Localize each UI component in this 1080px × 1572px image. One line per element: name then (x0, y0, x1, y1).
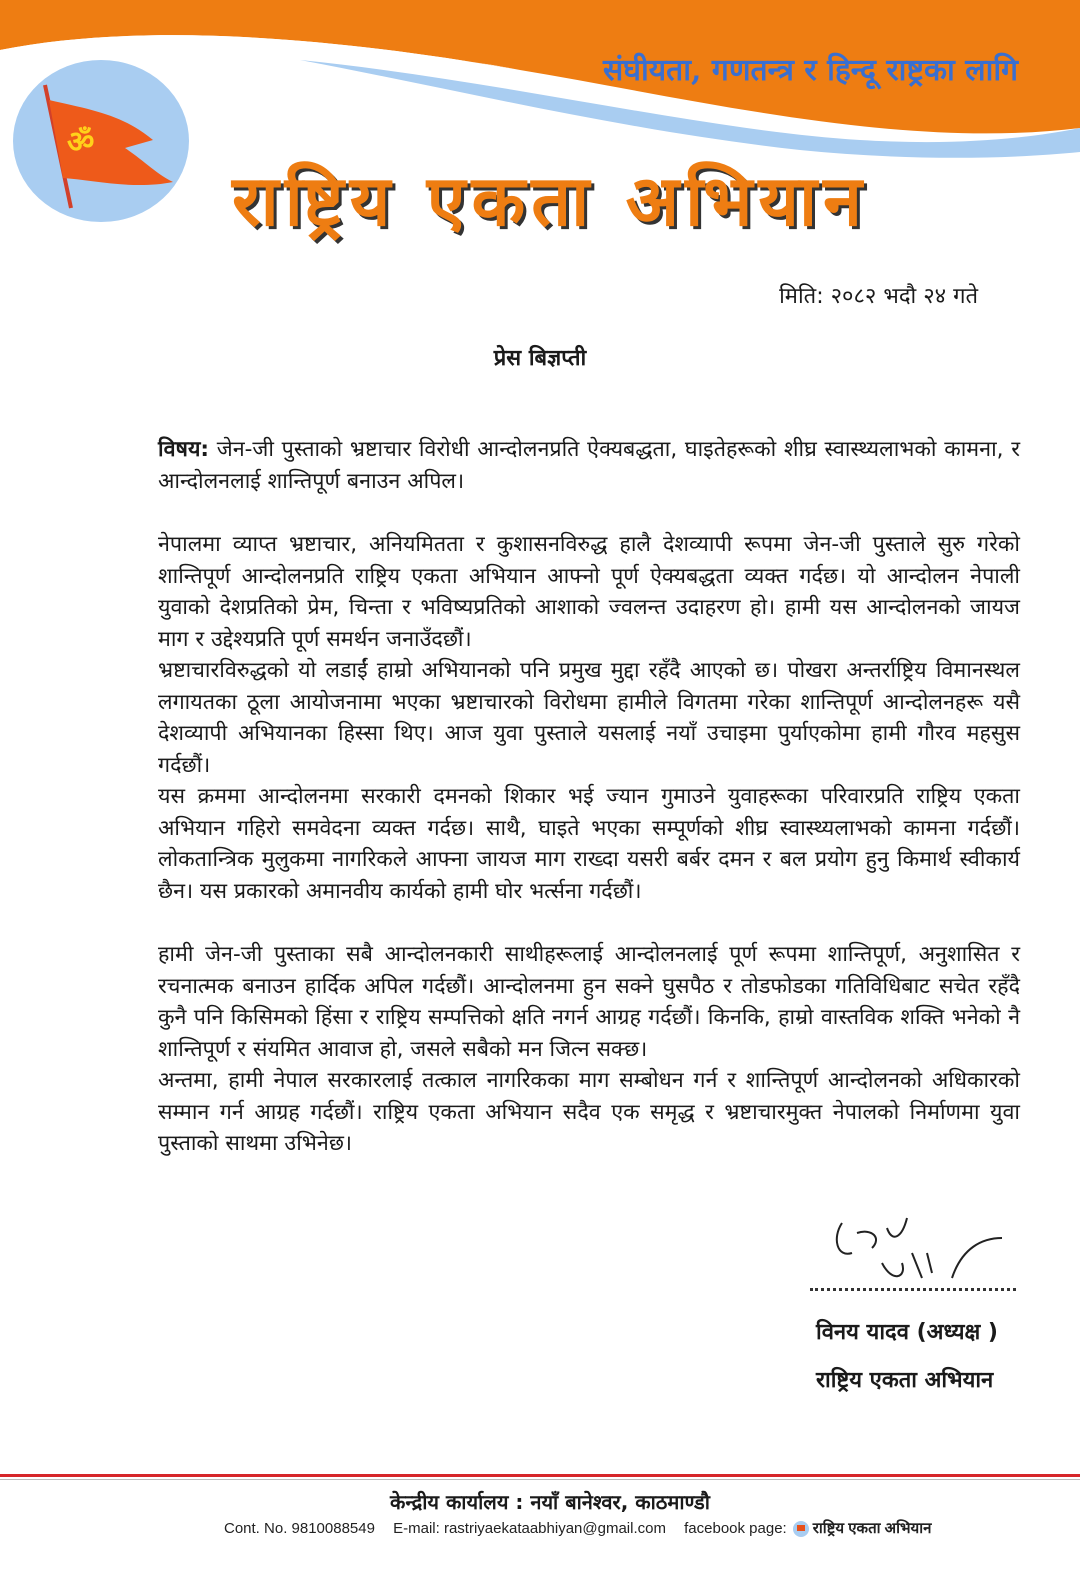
facebook-name: राष्ट्रिय एकता अभियान (812, 1520, 932, 1537)
paragraph: हामी जेन-जी पुस्ताका सबै आन्दोलनकारी साथीहरूलाई आन्दोलनलाई पूर्ण रूपमा शान्तिपूर्ण, अनुशासित र रचनात्मक बनाउन हार्दिक अपिल गर्दछौं। आन्दोलनमा हुन सक्ने घुसपैठ र तोडफोडका गतिविधिबाट सचेत रहँदै कुनै पनि किसिमको हिंसा र राष्ट्रिय सम्पत्तिको क्षति नगर्न आग्रह गर्दछौं। किनकि, हाम्रो वास्तविक शक्ति भनेको नै शान्तिपूर्ण र संयमित आवाज हो, जसले सबैको मन जित्न सक्छ। (158, 942, 1020, 1062)
signatory-name: विनय यादव (अध्यक्ष ) (816, 1320, 998, 1345)
facebook-logo-icon (793, 1521, 809, 1537)
signatory-org: राष्ट्रिय एकता अभियान (816, 1368, 994, 1393)
org-name: राष्ट्रिय एकता अभियान (232, 159, 869, 242)
office-address: केन्द्रीय कार्यालय : नयाँ बानेश्वर, काठमाण्डौ (390, 1490, 710, 1514)
logo (13, 60, 189, 222)
flag-icon (13, 60, 189, 222)
signature-line (810, 1288, 1016, 1291)
letter-body (158, 434, 1020, 1160)
document-title: प्रेस बिज्ञप्ती (493, 346, 587, 371)
phone: Cont. No. 9810088549 (224, 1520, 375, 1537)
tagline: संघीयता, गणतन्त्र र हिन्दू राष्ट्रका लागि (602, 53, 1018, 88)
subject: विषय: जेन-जी पुस्ताको भ्रष्टाचार विरोधी आन्दोलनप्रति ऐक्यबद्धता, घाइतेहरूको शीघ्र स्वास्थ्यलाभको कामना, र आन्दोलनलाई शान्तिपूर्ण बनाउन अपिल। (158, 437, 1020, 494)
paragraph: यस क्रममा आन्दोलनमा सरकारी दमनको शिकार भई ज्यान गुमाउने युवाहरूका परिवारप्रति राष्ट्रिय एकता अभियान गहिरो समवेदना व्यक्त गर्दछ। साथै, घाइते भएका सम्पूर्णको शीघ्र स्वास्थ्यलाभको कामना गर्दछौं। लोकतान्त्रिक मुलुकमा नागरिकले आफ्ना जायज माग राख्दा यसरी बर्बर दमन र बल प्रयोग हुनु किमार्थ स्वीकार्य छैन। यस प्रकारको अमानवीय कार्यको हामी घोर भर्त्सना गर्दछौं। (158, 784, 1020, 904)
footer-divider (0, 1474, 1080, 1477)
letterhead (0, 0, 1080, 240)
om-symbol: ॐ (67, 125, 95, 160)
paragraph: अन्तमा, हामी नेपाल सरकारलाई तत्काल नागरिकका माग सम्बोधन गर्न र शान्तिपूर्ण आन्दोलनको अधिकारको सम्मान गर्न आग्रह गर्दछौं। राष्ट्रिय एकता अभियान सदैव एक समृद्ध र भ्रष्टाचारमुक्त नेपालको निर्माणमा युवा पुस्ताको साथमा उभिनेछ। (158, 1068, 1020, 1156)
subject-label: विषय: (158, 437, 210, 462)
paragraph: भ्रष्टाचारविरुद्धको यो लडाईं हाम्रो अभियानको पनि प्रमुख मुद्दा रहँदै आएको छ। पोखरा अन्तर्राष्ट्रिय विमानस्थल लगायतका ठूला आयोजनामा भएका भ्रष्टाचारको विरोधमा हामीले विगतमा गरेका शान्तिपूर्ण आन्दोलनहरू यसै देशव्यापी अभियानका हिस्सा थिए। आज युवा पुस्ताले यसलाई नयाँ उचाइमा पुर्याएकोमा हामी गौरव महसुस गर्दछौं। (158, 658, 1020, 778)
handwritten-signature (812, 1208, 1022, 1298)
paragraph: नेपालमा व्याप्त भ्रष्टाचार, अनियमितता र कुशासनविरुद्ध हालै देशव्यापी रूपमा जेन-जी पुस्ताले सुरु गरेको शान्तिपूर्ण आन्दोलनप्रति राष्ट्रिय एकता अभियान आफ्नो पूर्ण ऐक्यबद्धता व्यक्त गर्दछ। यो आन्दोलन नेपाली युवाको देशप्रतिको प्रेम, चिन्ता र भविष्यप्रतिको आशाको ज्वलन्त उदाहरण हो। हामी यस आन्दोलनको जायज माग र उद्देश्यप्रति पूर्ण समर्थन जनाउँदछौं। (158, 532, 1020, 652)
contact-line (224, 1518, 931, 1538)
facebook-label: facebook page: (684, 1520, 787, 1537)
date: मिति: २०८२ भदौ २४ गते (779, 284, 978, 309)
email: E-mail: rastriyaekataabhiyan@gmail.com (393, 1520, 666, 1537)
footer-divider-thin (0, 1479, 1080, 1480)
